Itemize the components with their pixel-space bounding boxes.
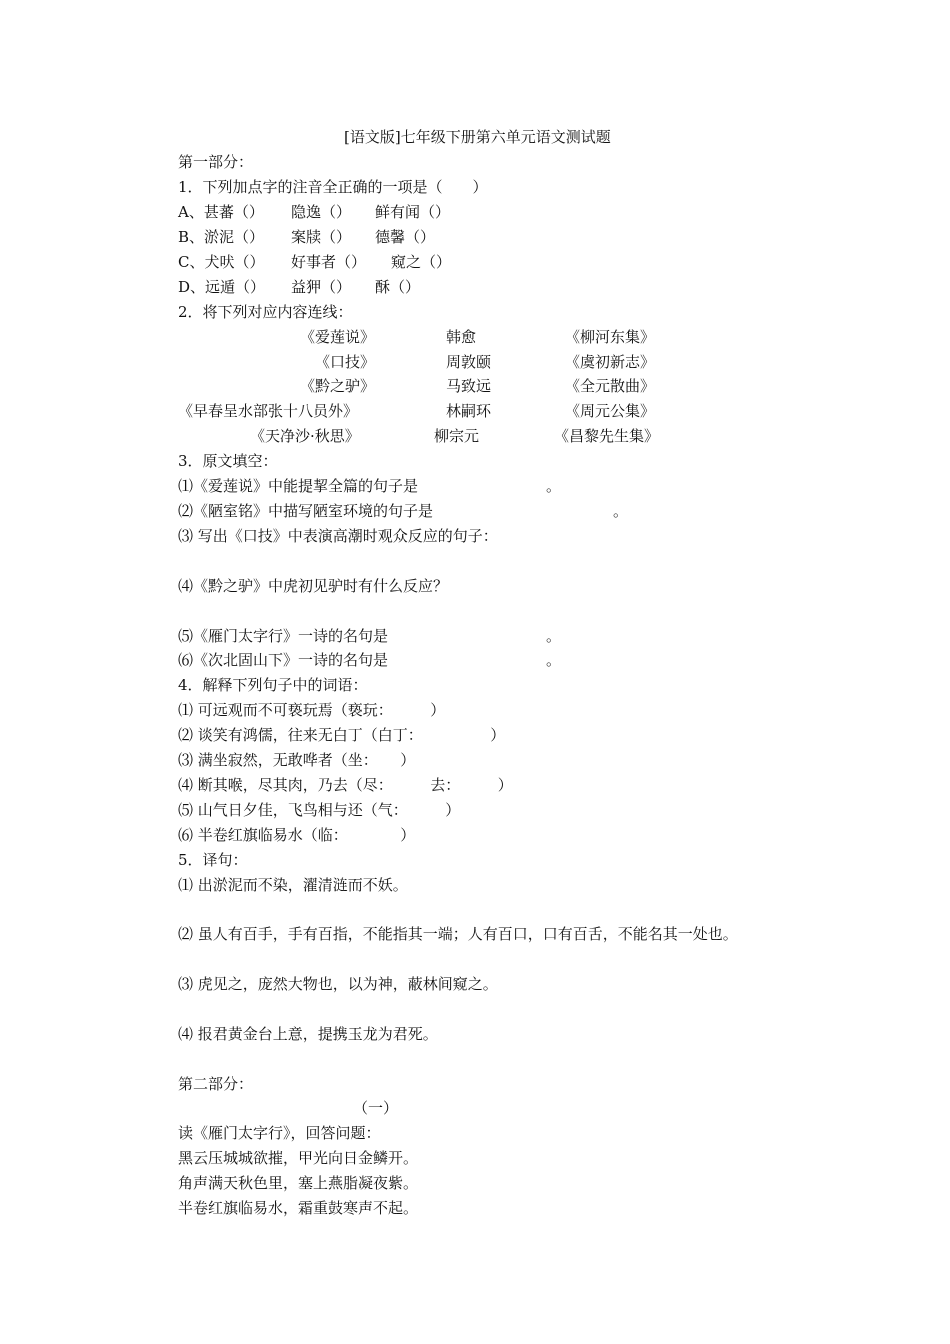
q3-item-6-period: 。 <box>546 651 562 669</box>
q1-option-d-word2: 益狎（） <box>291 278 352 296</box>
q2-collection-1: 《柳河东集》 <box>565 328 656 346</box>
q1-option-a: A、甚蕃（） <box>178 203 264 221</box>
q4-stem: 4．解释下列句子中的词语： <box>178 676 368 694</box>
q2-author-5: 柳宗元 <box>434 427 480 445</box>
q5-item-1: ⑴ 出淤泥而不染，濯清涟而不妖。 <box>178 876 408 894</box>
q2-collection-5: 《昌黎先生集》 <box>554 427 660 445</box>
q3-item-6: ⑹《次北固山下》一诗的名句是 <box>178 651 389 669</box>
q1-option-c-word3: 窥之（） <box>391 253 452 271</box>
q4-item-2: ⑵ 谈笑有鸿儒，往来无白丁（白丁： ） <box>178 726 506 744</box>
q2-work-1: 《爱莲说》 <box>300 328 376 346</box>
poem-line-2: 角声满天秋色里，塞上燕脂凝夜紫。 <box>178 1174 419 1192</box>
q4-item-6: ⑹ 半卷红旗临易水（临： ） <box>178 826 416 844</box>
q1-option-c-word2: 好事者（） <box>291 253 367 271</box>
q5-item-3: ⑶ 虎见之，庞然大物也，以为神，蔽林间窥之。 <box>178 975 498 993</box>
q5-stem: 5．译句： <box>178 851 248 869</box>
q2-author-3: 马致远 <box>446 377 492 395</box>
q2-collection-4: 《周元公集》 <box>565 402 656 420</box>
q5-item-4: ⑷ 报君黄金台上意，提携玉龙为君死。 <box>178 1025 438 1043</box>
q1-option-c: C、犬吠（） <box>178 253 265 271</box>
q3-item-2-period: 。 <box>613 502 629 520</box>
q2-author-2: 周敦颐 <box>446 353 492 371</box>
q4-item-4: ⑷ 断其喉，尽其肉，乃去（尽： 去： ） <box>178 776 513 794</box>
part2-heading: 第二部分： <box>178 1075 254 1093</box>
q3-item-3: ⑶ 写出《口技》中表演高潮时观众反应的句子： <box>178 527 498 545</box>
q1-option-a-word2: 隐逸（） <box>291 203 352 221</box>
q2-work-3: 《黔之驴》 <box>300 377 376 395</box>
q2-collection-3: 《全元散曲》 <box>565 377 656 395</box>
part1-heading: 第一部分： <box>178 153 254 171</box>
q3-item-2: ⑵《陋室铭》中描写陋室环境的句子是 <box>178 502 434 520</box>
q3-item-1: ⑴《爱莲说》中能提挈全篇的句子是 <box>178 477 419 495</box>
q2-author-4: 林嗣环 <box>446 402 492 420</box>
q1-option-b-word3: 德馨（） <box>375 228 436 246</box>
q4-item-5: ⑸ 山气日夕佳，飞鸟相与还（气： ） <box>178 801 461 819</box>
q1-option-a-word3: 鲜有闻（） <box>375 203 451 221</box>
q3-stem: 3．原文填空： <box>178 452 278 470</box>
q4-item-3: ⑶ 满坐寂然，无敢哗者（坐： ） <box>178 751 416 769</box>
part2-prompt: 读《雁门太字行》，回答问题： <box>178 1124 381 1142</box>
q2-work-4: 《早春呈水部张十八员外》 <box>178 402 359 420</box>
part2-section-label: （一） <box>353 1099 399 1117</box>
q1-option-d: D、远遁（） <box>178 278 266 296</box>
q2-collection-2: 《虞初新志》 <box>565 353 656 371</box>
q3-item-4: ⑷《黔之驴》中虎初见驴时有什么反应？ <box>178 577 449 595</box>
q1-option-b: B、淤泥（） <box>178 228 265 246</box>
q2-work-2: 《口技》 <box>315 353 376 371</box>
q1-option-b-word2: 案牍（） <box>291 228 352 246</box>
q3-item-5: ⑸《雁门太字行》一诗的名句是 <box>178 627 389 645</box>
q3-item-1-period: 。 <box>546 477 562 495</box>
q2-author-1: 韩愈 <box>446 328 477 346</box>
q5-item-2: ⑵ 虽人有百手，手有百指，不能指其一端；人有百口，口有百舌，不能名其一处也。 <box>178 925 738 943</box>
q2-stem: 2．将下列对应内容连线： <box>178 303 353 321</box>
poem-line-1: 黑云压城城欲摧，甲光向日金鳞开。 <box>178 1149 419 1167</box>
q2-work-5: 《天净沙·秋思》 <box>250 427 360 445</box>
q3-item-5-period: 。 <box>546 627 562 645</box>
document-title: [语文版]七年级下册第六单元语文测试题 <box>344 128 611 146</box>
poem-line-3: 半卷红旗临易水，霜重鼓寒声不起。 <box>178 1199 419 1217</box>
q4-item-1: ⑴ 可远观而不可亵玩焉（亵玩： ） <box>178 701 446 719</box>
q1-option-d-word3: 酥（） <box>375 278 421 296</box>
q1-stem: 1．下列加点字的注音全正确的一项是（ ） <box>178 178 488 196</box>
